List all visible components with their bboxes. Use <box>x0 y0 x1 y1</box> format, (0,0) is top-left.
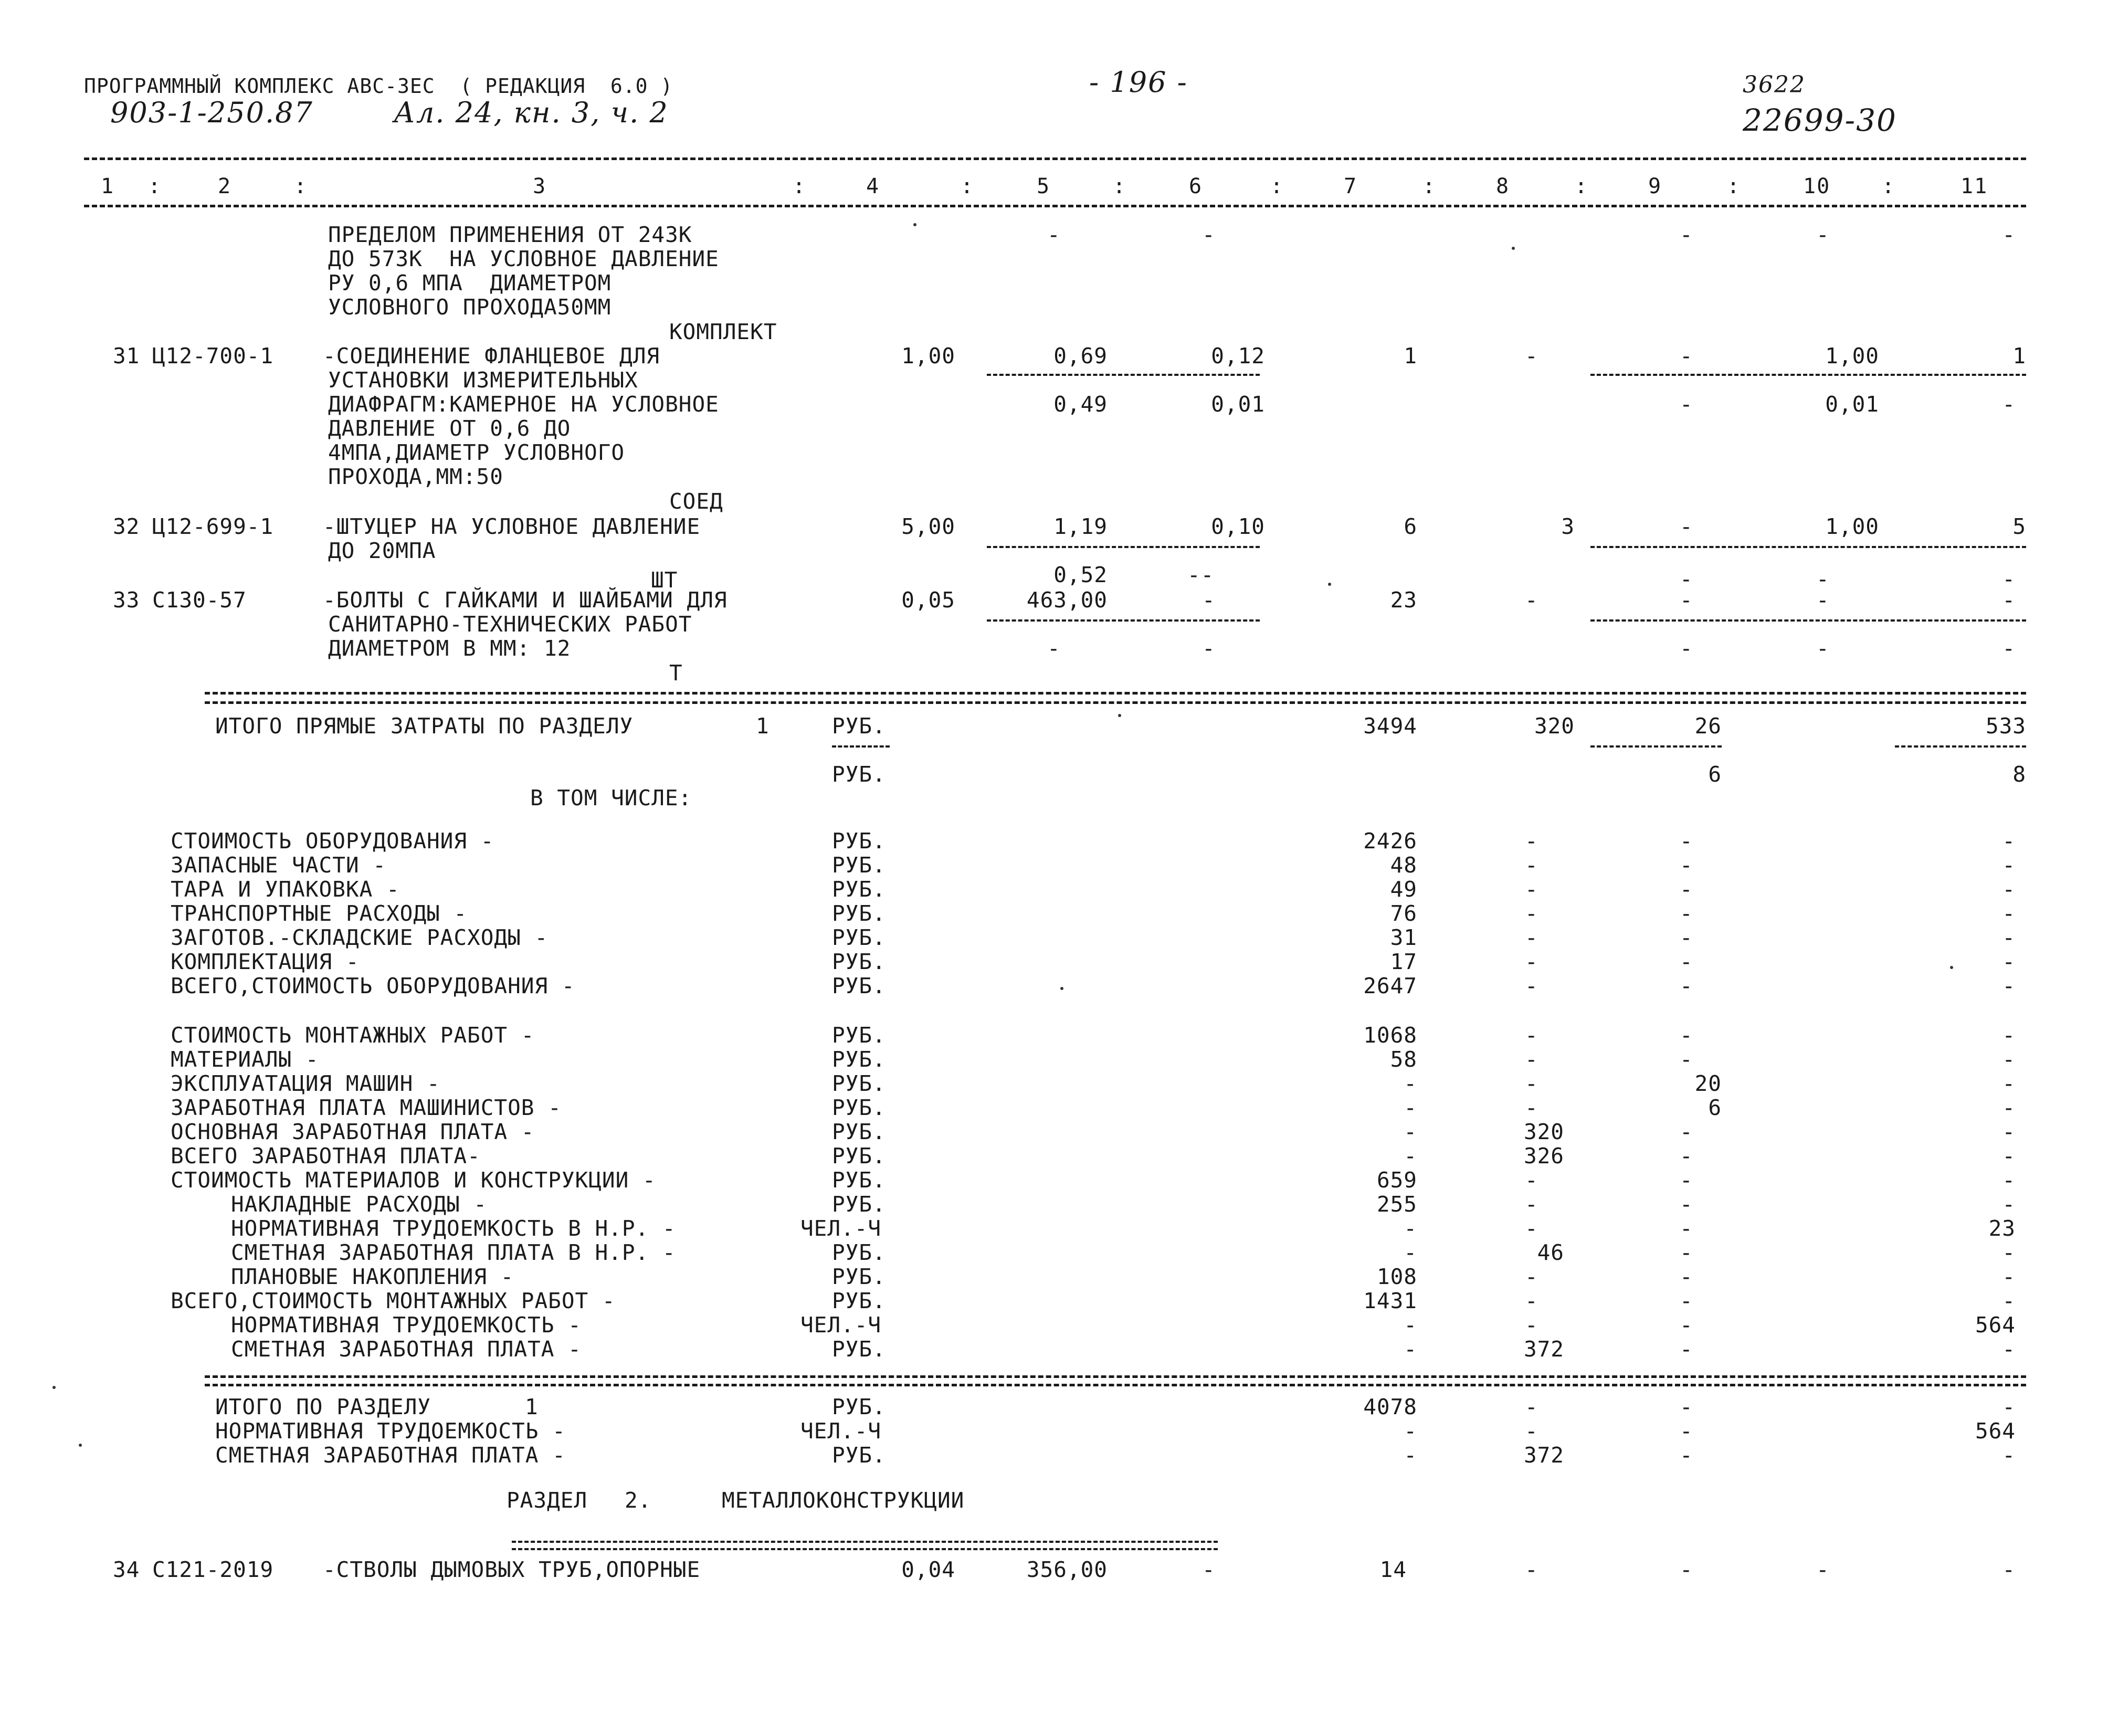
description-line: -ШТУЦЕР НА УСЛОВНОЕ ДАВЛЕНИЕ <box>323 514 701 539</box>
breakdown-label: ЗАГОТОВ.-СКЛАДСКИЕ РАСХОДЫ - <box>171 925 549 950</box>
section-total-unit: ЧЕЛ.-Ч <box>800 1418 882 1444</box>
subtotal-rule <box>987 619 1260 622</box>
breakdown-col11: - <box>2002 1119 2016 1144</box>
breakdown-col7: 108 <box>1376 1264 1417 1289</box>
cell-col7: 14 <box>1379 1557 1407 1582</box>
breakdown-col7: - <box>1404 1119 1417 1144</box>
section-total-col7: - <box>1404 1443 1417 1468</box>
cell-col5: - <box>1047 222 1061 247</box>
breakdown-label: ОСНОВНАЯ ЗАРАБОТНАЯ ПЛАТА - <box>171 1119 535 1144</box>
breakdown-col8: 372 <box>1523 1337 1564 1362</box>
cell-col5: 463,00 <box>1026 587 1108 613</box>
breakdown-label: МАТЕРИАЛЫ - <box>171 1047 319 1072</box>
project-reference: 903-1-250.87 <box>110 96 313 129</box>
breakdown-col7: 76 <box>1390 901 1417 926</box>
description-line: -СТВОЛЫ ДЫМОВЫХ ТРУБ,ОПОРНЫЕ <box>323 1557 701 1582</box>
breakdown-unit: РУБ. <box>832 1047 886 1072</box>
breakdown-col9: - <box>1680 1119 1693 1144</box>
breakdown-col9: - <box>1680 973 1693 998</box>
section-total-col7: 4078 <box>1363 1394 1417 1419</box>
scan-speck <box>913 223 916 226</box>
section-number: 2. <box>625 1488 652 1513</box>
section-total-col9: - <box>1680 1394 1693 1419</box>
breakdown-unit: РУБ. <box>832 1071 886 1096</box>
breakdown-col8: - <box>1525 1192 1538 1217</box>
column-separator: : <box>1270 174 1284 198</box>
column-separator: : <box>1113 174 1127 198</box>
breakdown-col7: 255 <box>1376 1192 1417 1217</box>
cell-col6: - <box>1202 587 1216 613</box>
scan-speck <box>1118 714 1121 717</box>
breakdown-col9: - <box>1680 1047 1693 1072</box>
cell-col5: 0,69 <box>1053 343 1108 369</box>
breakdown-unit: ЧЕЛ.-Ч <box>800 1216 882 1241</box>
item-number: 34 <box>113 1557 140 1582</box>
section-total-col8: - <box>1525 1394 1538 1419</box>
breakdown-unit: РУБ. <box>832 1167 886 1193</box>
breakdown-label: ВСЕГО,СТОИМОСТЬ ОБОРУДОВАНИЯ - <box>171 973 575 998</box>
column-header: 2 <box>218 174 232 198</box>
breakdown-col8: - <box>1525 1288 1538 1313</box>
subtotal-rule <box>1895 745 2026 748</box>
item-code: С121-2019 <box>152 1557 274 1582</box>
breakdown-unit: РУБ. <box>832 1023 886 1048</box>
description-line: -СОЕДИНЕНИЕ ФЛАНЦЕВОЕ ДЛЯ <box>323 343 660 369</box>
breakdown-unit: РУБ. <box>832 853 886 878</box>
cell-col7: 6 <box>1404 514 1417 539</box>
section-total-rule <box>205 1375 2026 1378</box>
breakdown-unit: ЧЕЛ.-Ч <box>800 1312 882 1338</box>
unit-label: ШТ <box>651 567 678 593</box>
section-total-col11: - <box>2002 1394 2016 1419</box>
cell-col5-labor: 0,52 <box>1053 562 1108 587</box>
breakdown-col8: - <box>1525 1095 1538 1120</box>
breakdown-col8: 320 <box>1523 1119 1564 1144</box>
breakdown-unit: РУБ. <box>832 925 886 950</box>
breakdown-label: ПЛАНОВЫЕ НАКОПЛЕНИЯ - <box>231 1264 514 1289</box>
breakdown-col9: - <box>1680 949 1693 974</box>
column-separator: : <box>961 174 975 198</box>
item-number: 31 <box>113 343 140 369</box>
breakdown-label: СМЕТНАЯ ЗАРАБОТНАЯ ПЛАТА В Н.Р. - <box>231 1240 676 1265</box>
cell-col11: 5 <box>2012 514 2026 539</box>
column-header: 5 <box>1037 174 1051 198</box>
section-label: РАЗДЕЛ <box>507 1488 588 1513</box>
column-header: 9 <box>1648 174 1662 198</box>
cell-col8: - <box>1525 343 1538 369</box>
cell-col5-labor: - <box>1047 636 1061 661</box>
breakdown-col7: 2647 <box>1363 973 1417 998</box>
cell-col10-labor: - <box>1816 636 1830 661</box>
breakdown-label: ТРАНСПОРТНЫЕ РАСХОДЫ - <box>171 901 468 926</box>
breakdown-col9: - <box>1680 1337 1693 1362</box>
breakdown-col11: 23 <box>1988 1216 2016 1241</box>
breakdown-col8: 326 <box>1523 1143 1564 1169</box>
breakdown-col11: - <box>2002 949 2016 974</box>
breakdown-label: ТАРА И УПАКОВКА - <box>171 877 400 902</box>
breakdown-unit: РУБ. <box>832 877 886 902</box>
breakdown-col8: - <box>1525 901 1538 926</box>
cell-col8: - <box>1525 587 1538 613</box>
description-line: ПРЕДЕЛОМ ПРИМЕНЕНИЯ ОТ 243К <box>328 222 692 247</box>
breakdown-col8: - <box>1525 828 1538 854</box>
breakdown-col7: - <box>1404 1143 1417 1169</box>
breakdown-label: ВСЕГО ЗАРАБОТНАЯ ПЛАТА- <box>171 1143 481 1169</box>
section-2-double-rule <box>512 1541 1218 1550</box>
section-total-col8: - <box>1525 1418 1538 1444</box>
unit-underline <box>832 745 890 748</box>
breakdown-label: СМЕТНАЯ ЗАРАБОТНАЯ ПЛАТА - <box>231 1337 582 1362</box>
cell-col6: - <box>1202 222 1216 247</box>
breakdown-col11: - <box>2002 1095 2016 1120</box>
breakdown-col7: 48 <box>1390 853 1417 878</box>
column-header: 4 <box>866 174 880 198</box>
breakdown-col9: - <box>1680 901 1693 926</box>
breakdown-unit: РУБ. <box>832 1337 886 1362</box>
totals-col11-labor: 8 <box>2012 762 2026 787</box>
subtotal-rule <box>987 374 1260 376</box>
breakdown-col11: - <box>2002 1240 2016 1265</box>
section-total-label: СМЕТНАЯ ЗАРАБОТНАЯ ПЛАТА - <box>215 1443 566 1468</box>
breakdown-col9: - <box>1680 1312 1693 1338</box>
breakdown-col11: - <box>2002 1192 2016 1217</box>
breakdown-col9: - <box>1680 1143 1693 1169</box>
breakdown-col8: - <box>1525 1047 1538 1072</box>
section-total-unit: РУБ. <box>832 1394 886 1419</box>
cell-col9: - <box>1680 343 1693 369</box>
item-number: 32 <box>113 514 140 539</box>
cell-col5-labor: 0,49 <box>1053 392 1108 417</box>
totals-unit: РУБ. <box>832 713 886 739</box>
breakdown-unit: РУБ. <box>832 1288 886 1313</box>
subtotal-rule <box>1590 374 2026 376</box>
subtotal-rule <box>1590 619 2026 622</box>
breakdown-col7: 1068 <box>1363 1023 1417 1048</box>
breakdown-col7: 1431 <box>1363 1288 1417 1313</box>
breakdown-col11: - <box>2002 1047 2016 1072</box>
totals-col11: 533 <box>1985 713 2026 739</box>
totals-col7: 3494 <box>1363 713 1417 739</box>
breakdown-col8: - <box>1525 1264 1538 1289</box>
breakdown-col7: - <box>1404 1216 1417 1241</box>
column-header: 11 <box>1961 174 1988 198</box>
breakdown-col9: - <box>1680 1192 1693 1217</box>
item-code: Ц12-700-1 <box>152 343 274 369</box>
breakdown-col8: - <box>1525 1167 1538 1193</box>
description-line: УСТАНОВКИ ИЗМЕРИТЕЛЬНЫХ <box>328 367 638 393</box>
section-total-col11: - <box>2002 1443 2016 1468</box>
cell-col10: 1,00 <box>1825 514 1879 539</box>
page-number: - 196 - <box>1089 66 1188 99</box>
cell-col11-labor: - <box>2002 392 2016 417</box>
cell-col9-labor: - <box>1680 566 1693 592</box>
cell-col6: 0,10 <box>1211 514 1265 539</box>
cell-col11: 1 <box>2012 343 2026 369</box>
section-total-label: ИТОГО ПО РАЗДЕЛУ <box>215 1394 431 1419</box>
unit-label: Т <box>669 660 683 686</box>
cell-col9: - <box>1680 222 1693 247</box>
column-header: 7 <box>1344 174 1358 198</box>
breakdown-label: НАКЛАДНЫЕ РАСХОДЫ - <box>231 1192 487 1217</box>
breakdown-col11: - <box>2002 1023 2016 1048</box>
breakdown-col8: - <box>1525 949 1538 974</box>
totals-top-rule <box>205 692 2026 695</box>
cell-col5: 356,00 <box>1026 1557 1108 1582</box>
column-separator: : <box>1882 174 1896 198</box>
column-separator: : <box>1575 174 1589 198</box>
cell-col11: - <box>2002 587 2016 613</box>
breakdown-label: КОМПЛЕКТАЦИЯ - <box>171 949 360 974</box>
description-line: САНИТАРНО-ТЕХНИЧЕСКИХ РАБОТ <box>328 612 692 637</box>
breakdown-col9: - <box>1680 853 1693 878</box>
document-code-top: 3622 <box>1743 71 1806 98</box>
column-header: 3 <box>533 174 547 198</box>
cell-col6: 0,12 <box>1211 343 1265 369</box>
breakdown-col11: - <box>2002 1264 2016 1289</box>
cell-col7: 23 <box>1390 587 1417 613</box>
breakdown-label: ВСЕГО,СТОИМОСТЬ МОНТАЖНЫХ РАБОТ - <box>171 1288 616 1313</box>
cell-col11: - <box>2002 222 2016 247</box>
column-separator: : <box>148 174 162 198</box>
breakdown-col8: - <box>1525 853 1538 878</box>
breakdown-col7: - <box>1404 1337 1417 1362</box>
breakdown-col9: 6 <box>1708 1095 1722 1120</box>
cell-col10: - <box>1816 587 1830 613</box>
unit-label: СОЕД <box>669 489 723 514</box>
breakdown-unit: РУБ. <box>832 1240 886 1265</box>
breakdown-label: СТОИМОСТЬ ОБОРУДОВАНИЯ - <box>171 828 494 854</box>
cell-col10: - <box>1816 1557 1830 1582</box>
breakdown-col9: - <box>1680 828 1693 854</box>
cell-quantity: 0,04 <box>901 1557 955 1582</box>
description-line: ДИАФРАГМ:КАМЕРНОЕ НА УСЛОВНОЕ <box>328 392 719 417</box>
section-total-col8: 372 <box>1523 1443 1564 1468</box>
breakdown-col9: - <box>1680 1264 1693 1289</box>
totals-section-number: 1 <box>756 713 770 739</box>
breakdown-col7: - <box>1404 1240 1417 1265</box>
breakdown-col7: - <box>1404 1071 1417 1096</box>
cell-col11-labor: - <box>2002 566 2016 592</box>
subtotal-rule <box>1590 745 1722 748</box>
breakdown-col11: - <box>2002 1288 2016 1313</box>
breakdown-col9: - <box>1680 877 1693 902</box>
section-total-col7: - <box>1404 1418 1417 1444</box>
cell-col6-labor: -- <box>1187 562 1215 587</box>
item-code: Ц12-699-1 <box>152 514 274 539</box>
cell-col10-labor: 0,01 <box>1825 392 1879 417</box>
description-line: -БОЛТЫ С ГАЙКАМИ И ШАЙБАМИ ДЛЯ <box>323 587 728 613</box>
scan-speck <box>1512 247 1515 250</box>
unit-label: КОМПЛЕКТ <box>669 319 777 344</box>
totals-col9-labor: 6 <box>1708 762 1722 787</box>
cell-col11: - <box>2002 1557 2016 1582</box>
breakdown-label: СТОИМОСТЬ МАТЕРИАЛОВ И КОНСТРУКЦИИ - <box>171 1167 656 1193</box>
cell-col6: - <box>1202 1557 1216 1582</box>
breakdown-label: НОРМАТИВНАЯ ТРУДОЕМКОСТЬ В Н.Р. - <box>231 1216 676 1241</box>
breakdown-unit: РУБ. <box>832 1119 886 1144</box>
cell-col9-labor: - <box>1680 636 1693 661</box>
totals-label: ИТОГО ПРЯМЫЕ ЗАТРАТЫ ПО РАЗДЕЛУ <box>215 713 634 739</box>
column-separator: : <box>1422 174 1437 198</box>
subtotal-rule <box>987 546 1260 548</box>
totals-col8: 320 <box>1534 713 1575 739</box>
breakdown-col7: - <box>1404 1095 1417 1120</box>
breakdown-col8: 46 <box>1537 1240 1564 1265</box>
description-line: ДАВЛЕНИЕ ОТ 0,6 ДО <box>328 416 571 441</box>
cell-col9: - <box>1680 587 1693 613</box>
cell-col8: - <box>1525 1557 1538 1582</box>
breakdown-col9: - <box>1680 1288 1693 1313</box>
cell-col8: 3 <box>1561 514 1575 539</box>
scan-speck <box>79 1444 82 1447</box>
breakdown-col8: - <box>1525 1216 1538 1241</box>
breakdown-col9: - <box>1680 1240 1693 1265</box>
breakdown-col7: 2426 <box>1363 828 1417 854</box>
description-line: УСЛОВНОГО ПРОХОДА50ММ <box>328 294 612 320</box>
breakdown-unit: РУБ. <box>832 1264 886 1289</box>
breakdown-col8: - <box>1525 925 1538 950</box>
cell-col10-labor: - <box>1816 566 1830 592</box>
breakdown-col11: - <box>2002 1337 2016 1362</box>
section-total-col9: - <box>1680 1443 1693 1468</box>
column-header: 6 <box>1189 174 1203 198</box>
item-code: С130-57 <box>152 587 247 613</box>
breakdown-unit: РУБ. <box>832 973 886 998</box>
breakdown-col11: - <box>2002 901 2016 926</box>
cell-col6-labor: - <box>1202 636 1216 661</box>
breakdown-col8: - <box>1525 1023 1538 1048</box>
breakdown-unit: РУБ. <box>832 1192 886 1217</box>
including-heading: В ТОМ ЧИСЛЕ: <box>530 785 692 811</box>
breakdown-col9: - <box>1680 1023 1693 1048</box>
scan-speck <box>1060 987 1063 990</box>
breakdown-unit: РУБ. <box>832 828 886 854</box>
cell-col9: - <box>1680 1557 1693 1582</box>
breakdown-col9: - <box>1680 925 1693 950</box>
cell-col10: 1,00 <box>1825 343 1879 369</box>
description-line: ДО 20МПА <box>328 538 436 563</box>
cell-col6-labor: 0,01 <box>1211 392 1265 417</box>
breakdown-col8: - <box>1525 1071 1538 1096</box>
column-separator: : <box>793 174 807 198</box>
description-line: ДИАМЕТРОМ В ММ: 12 <box>328 636 571 661</box>
description-line: РУ 0,6 МПА ДИАМЕТРОМ <box>328 270 612 296</box>
breakdown-col11: 564 <box>1975 1312 2016 1338</box>
header-bottom-rule <box>84 205 2026 207</box>
cell-col10: - <box>1816 222 1830 247</box>
description-line: ДО 573К НА УСЛОВНОЕ ДАВЛЕНИЕ <box>328 246 719 271</box>
breakdown-col9: 20 <box>1694 1071 1722 1096</box>
description-line: ПРОХОДА,ММ:50 <box>328 464 503 489</box>
scan-speck <box>1950 966 1953 969</box>
cell-col9-labor: - <box>1680 392 1693 417</box>
column-header: 1 <box>101 174 115 198</box>
breakdown-col7: 58 <box>1390 1047 1417 1072</box>
breakdown-col11: - <box>2002 925 2016 950</box>
totals-col9: 26 <box>1694 713 1722 739</box>
album-reference: Ал. 24, кн. 3, ч. 2 <box>394 96 669 129</box>
breakdown-col7: - <box>1404 1312 1417 1338</box>
column-separator: : <box>1727 174 1741 198</box>
breakdown-col8: - <box>1525 973 1538 998</box>
cell-quantity: 1,00 <box>901 343 955 369</box>
breakdown-col8: - <box>1525 877 1538 902</box>
scan-speck <box>1328 583 1331 586</box>
section-total-col9: - <box>1680 1418 1693 1444</box>
breakdown-col11: - <box>2002 853 2016 878</box>
column-separator: : <box>294 174 308 198</box>
breakdown-col11: - <box>2002 1071 2016 1096</box>
section-total-rule-2 <box>205 1384 2026 1386</box>
section-total-label: НОРМАТИВНАЯ ТРУДОЕМКОСТЬ - <box>215 1418 566 1444</box>
column-header: 10 <box>1803 174 1831 198</box>
column-header: 8 <box>1496 174 1510 198</box>
breakdown-unit: РУБ. <box>832 901 886 926</box>
section-total-unit: РУБ. <box>832 1443 886 1468</box>
cell-quantity: 5,00 <box>901 514 955 539</box>
breakdown-unit: РУБ. <box>832 1095 886 1120</box>
cell-col9: - <box>1680 514 1693 539</box>
breakdown-col11: - <box>2002 973 2016 998</box>
scan-speck <box>52 1386 56 1389</box>
breakdown-label: СТОИМОСТЬ МОНТАЖНЫХ РАБОТ - <box>171 1023 535 1048</box>
breakdown-label: ЗАПАСНЫЕ ЧАСТИ - <box>171 853 386 878</box>
header-top-rule <box>84 157 2026 160</box>
breakdown-label: НОРМАТИВНАЯ ТРУДОЕМКОСТЬ - <box>231 1312 582 1338</box>
breakdown-col9: - <box>1680 1216 1693 1241</box>
cell-quantity: 0,05 <box>901 587 955 613</box>
breakdown-col9: - <box>1680 1167 1693 1193</box>
item-number: 33 <box>113 587 140 613</box>
breakdown-label: ЗАРАБОТНАЯ ПЛАТА МАШИНИСТОВ - <box>171 1095 562 1120</box>
cell-col11-labor: - <box>2002 636 2016 661</box>
breakdown-col8: - <box>1525 1312 1538 1338</box>
description-line: 4МПА,ДИАМЕТР УСЛОВНОГО <box>328 440 625 465</box>
section-title: МЕТАЛЛОКОНСТРУКЦИИ <box>722 1488 965 1513</box>
totals-unit-2: РУБ. <box>832 762 886 787</box>
breakdown-unit: РУБ. <box>832 1143 886 1169</box>
cell-col7: 1 <box>1404 343 1417 369</box>
breakdown-col7: 659 <box>1376 1167 1417 1193</box>
breakdown-col11: - <box>2002 877 2016 902</box>
breakdown-col7: 49 <box>1390 877 1417 902</box>
program-header: ПРОГРАММНЫЙ КОМПЛЕКС АВС-ЗЕС ( РЕДАКЦИЯ 6.0 ) <box>84 75 673 98</box>
document-code-bottom: 22699-30 <box>1743 102 1897 138</box>
breakdown-col11: - <box>2002 828 2016 854</box>
subtotal-rule <box>1590 546 2026 548</box>
breakdown-unit: РУБ. <box>832 949 886 974</box>
breakdown-col7: 31 <box>1390 925 1417 950</box>
section-total-number: 1 <box>525 1394 539 1419</box>
section-total-col11: 564 <box>1975 1418 2016 1444</box>
breakdown-label: ЭКСПЛУАТАЦИЯ МАШИН - <box>171 1071 440 1096</box>
totals-top-rule-2 <box>205 701 2026 704</box>
breakdown-col7: 17 <box>1390 949 1417 974</box>
breakdown-col11: - <box>2002 1143 2016 1169</box>
breakdown-col11: - <box>2002 1167 2016 1193</box>
cell-col5: 1,19 <box>1053 514 1108 539</box>
